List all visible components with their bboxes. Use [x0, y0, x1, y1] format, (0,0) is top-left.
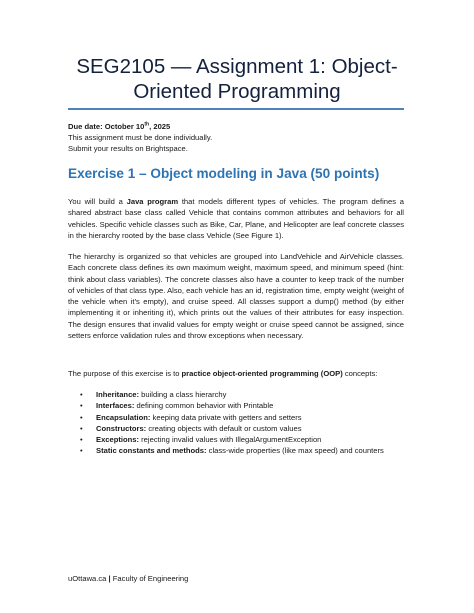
title-line-1: SEG2105 — Assignment 1: Object-: [76, 55, 398, 78]
p1-text-a: You will build a: [68, 197, 127, 206]
due-date-year: , 2025: [149, 122, 171, 131]
exercise-heading: Exercise 1 – Object modeling in Java (50 points): [68, 166, 380, 181]
bullet-text: class-wide properties (like max speed) and counters: [206, 446, 384, 456]
exercise-paragraph-3: [68, 368, 404, 379]
footer-org: uOttawa.ca: [68, 574, 107, 583]
due-date-suffix: th: [144, 121, 150, 128]
bullet-icon: •: [80, 423, 83, 433]
bullet-text: defining common behavior with Printable: [134, 401, 274, 411]
footer-faculty: Faculty of Engineering: [112, 574, 189, 583]
bullet-term: Interfaces:: [96, 401, 135, 411]
title-divider: [68, 108, 404, 110]
bullet-term: Exceptions:: [96, 435, 140, 445]
bullet-text: building a class hierarchy: [139, 390, 227, 399]
list-item: [80, 434, 404, 445]
list-item: [80, 389, 404, 400]
bullet-icon: •: [80, 435, 83, 445]
footer-separator: |: [106, 574, 113, 583]
concept-list: [80, 389, 404, 457]
exercise-paragraph-2: The hierarchy is organized so that vehicles are grouped into LandVehicle and AirVehicle classes. Each concrete class defines its own maximum weight, maximum speed, and minimum speed (hint: think about class variables). The concrete classes also have a counter to keep track of the number of vehicles of that class type. Also, each vehicle has an id, registration time, empty weight (weight of the vehicle when it’s empty), and cruise speed. All classes support a dump() method (by either implementing it or inheriting it), which prints out the values of their attributes for easy inspection. The design ensures that invalid values for empty weight or cruise speed cannot be assigned, since setters enforce validation rules and throw exceptions when necessary.: [68, 252, 404, 341]
list-item: [80, 400, 404, 411]
bullet-term: Static constants and methods:: [96, 446, 207, 456]
individual-note: This assignment must be done individually.: [68, 133, 213, 143]
submit-note: Submit your results on Brightspace.: [68, 144, 188, 154]
page-title: [60, 54, 414, 104]
exercise-paragraph-1: [68, 196, 404, 241]
bullet-term: Inheritance:: [96, 390, 140, 399]
bullet-icon: •: [80, 446, 83, 456]
p3-text-a: The purpose of this exercise is to: [68, 369, 182, 378]
bullet-text: rejecting invalid values with IllegalArgumentException: [139, 435, 322, 445]
bullet-icon: •: [80, 401, 83, 411]
bullet-term: Constructors:: [96, 423, 147, 433]
bullet-text: creating objects with default or custom values: [146, 423, 302, 433]
due-date-label: Due date: October 10: [68, 122, 145, 131]
p1-bold: Java program: [126, 197, 179, 206]
p1-text-b: that models different types of vehicles. The program defines a shared abstract base class called Vehicle that contains common attributes and behaviors for all vehicles. Specific vehicle classes such as Bike, Car, Plane, and Helicopter are leaf concrete classes in the hierarchy rooted by the base class Vehicle (See Figure 1).: [68, 197, 404, 240]
bullet-icon: •: [80, 390, 83, 399]
bullet-text: keeping data private with getters and setters: [150, 412, 302, 422]
bullet-icon: •: [80, 412, 83, 422]
list-item: [80, 445, 404, 456]
due-date: [68, 121, 212, 132]
p3-bold: practice object-oriented programming (OOP): [181, 369, 343, 378]
list-item: [80, 423, 404, 434]
list-item: [80, 412, 404, 423]
assignment-meta: [68, 121, 212, 155]
title-line-2: Oriented Programming: [133, 80, 341, 103]
p3-text-b: concepts:: [342, 369, 378, 378]
bullet-term: Encapsulation:: [96, 412, 151, 422]
page-footer: [68, 573, 188, 584]
